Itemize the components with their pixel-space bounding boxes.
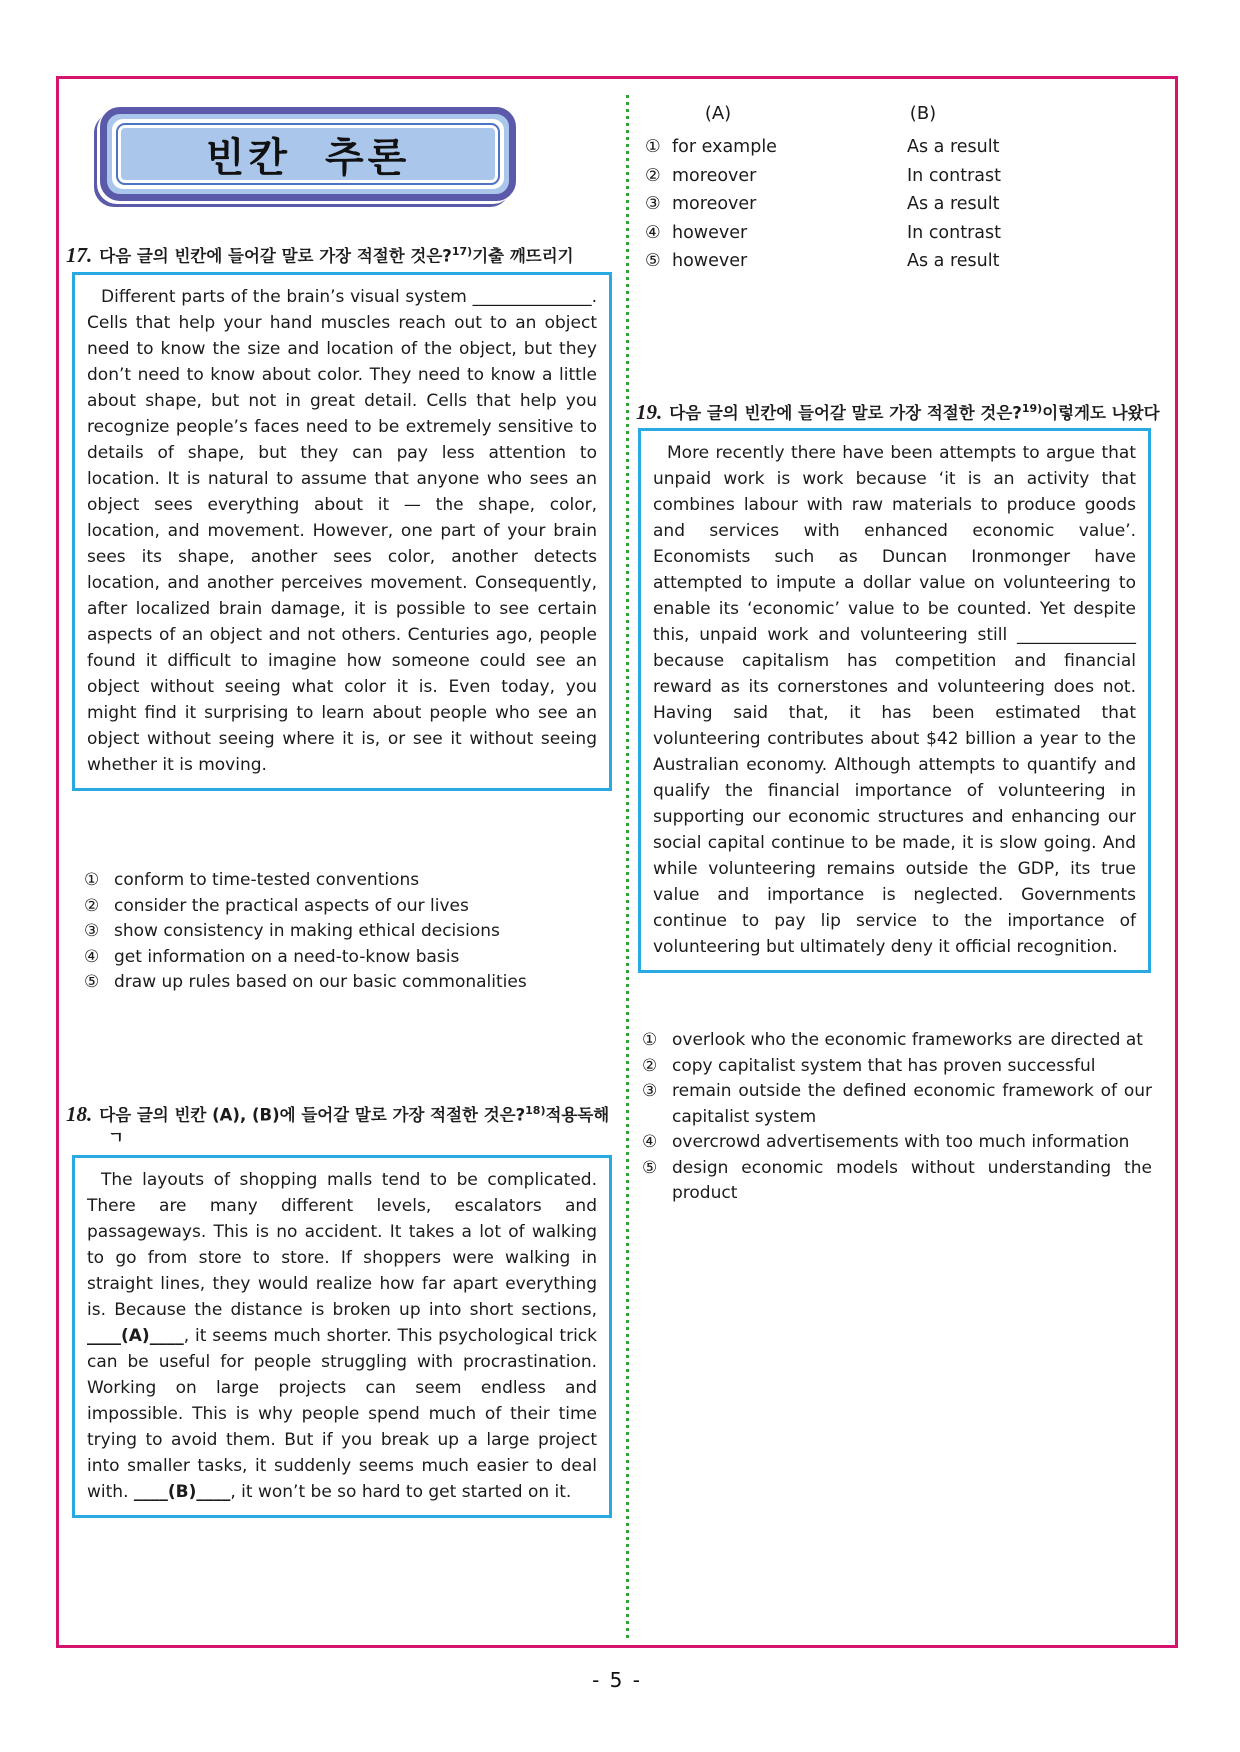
- choice-marker: ②: [645, 165, 661, 186]
- question-18-text: 다음 글의 빈칸 (A), (B)에 들어갈 말로 가장 적절한 것은?: [99, 1105, 526, 1125]
- choice-text: copy capitalist system that has proven successful: [672, 1055, 1096, 1076]
- choice-option: [642, 1079, 1152, 1130]
- column-b-header: (B): [909, 103, 937, 124]
- choice-marker: ①: [642, 1030, 658, 1050]
- choice-b-text: In contrast: [907, 165, 1001, 186]
- choice-text: design economic models without understanding the product: [672, 1157, 1152, 1203]
- ab-choices-header: [645, 103, 1115, 133]
- question-18-header: [66, 1100, 614, 1149]
- banner-white-ring: [112, 119, 504, 189]
- question-19-source-tag: 이렇게도 나왔다: [1042, 403, 1160, 423]
- section-title: 빈칸 추론: [205, 134, 411, 181]
- section-banner: [100, 107, 516, 201]
- choice-marker: ③: [84, 921, 100, 941]
- blank-b-label: ____(B)____: [133, 1482, 231, 1502]
- question-18-passage: [87, 1167, 597, 1505]
- question-17-number: 17.: [66, 242, 93, 267]
- choice-option: [84, 970, 612, 996]
- choice-a-text: however: [672, 222, 748, 243]
- passage-segment: , it won’t be so hard to get started on it.: [230, 1482, 572, 1502]
- choice-option: [84, 868, 612, 894]
- question-19-passage-box: [638, 428, 1151, 973]
- question-19-footnote-number: 19): [1021, 402, 1043, 415]
- question-19-header: [636, 398, 1160, 425]
- choice-marker: ④: [84, 946, 100, 967]
- question-18-source-wrap: ㄱ: [108, 1127, 124, 1147]
- page-number: - 5 -: [592, 1668, 642, 1692]
- choice-option: [642, 1028, 1152, 1054]
- blank-a-label: ____(A)____: [87, 1326, 184, 1346]
- question-18-number: 18.: [66, 1101, 93, 1126]
- choice-option: [84, 919, 612, 945]
- question-18-footnote-number: 18): [525, 1104, 546, 1117]
- question-17-footnote-number: 17): [451, 245, 473, 258]
- question-19-passage: More recently there have been attempts to argue that unpaid work is work because ‘it is an activity that combines labour with raw materials to produce goods and services with enhanced economic value’. Economists such as Duncan Ironmonger have attempted to impute a dollar value on volunteering to enable its ‘economic’ value to be counted. Yet despite this, unpaid work and volunteering still ______________ because capitalism has competition and financial reward as its cornerstones and volunteering does not. Having said that, it has been estimated that volunteering contributes about $42 billion a year to the Australian economy. Although attempts to quantify and qualify the financial importance of volunteering in supporting our economic structures and enhancing our social capital continue to be made, it is slow going. And while volunteering remains outside the GDP, its true value and importance is neglected. Governments continue to pay lip service to the importance of volunteering but ultimately deny it official recognition.: [653, 443, 1136, 957]
- choice-option: [84, 945, 612, 971]
- choice-option: [642, 1054, 1152, 1080]
- question-17-text: 다음 글의 빈칸에 들어갈 말로 가장 적절한 것은?: [99, 246, 452, 266]
- choice-option: [642, 1130, 1152, 1156]
- choice-text: overcrowd advertisements with too much information: [672, 1132, 1130, 1152]
- choice-a-text: however: [672, 251, 748, 271]
- question-19-text: 다음 글의 빈칸에 들어갈 말로 가장 적절한 것은?: [669, 403, 1022, 423]
- question-17-passage: Different parts of the brain’s visual system ______________. Cells that help your hand muscles reach out to an object need to know the size and location of the object, but they don’t need to know about color. They need to know a little about shape, but not in great detail. Cells that help you recognize people’s faces need to be extremely sensitive to details of shape, but they can pay less attention to location. It is natural to assume that anyone who sees an object sees everything about it — the shape, color, location, and movement. However, one part of your brain sees its shape, another sees color, another detects location, and another perceives movement. Consequently, after localized brain damage, it is possible to see certain aspects of an object and not others. Centuries ago, people found it difficult to imagine how someone could see an object without seeing what color it is. Even today, you might find it surprising to learn about people who see an object without seeing where it is, or see it without seeing whether it is moving.: [87, 287, 597, 775]
- choice-text: show consistency in making ethical decisions: [114, 921, 500, 941]
- choice-marker: ①: [84, 870, 100, 890]
- choice-text: consider the practical aspects of our lives: [114, 895, 469, 916]
- banner-inner-panel: [116, 123, 500, 185]
- choice-marker: ④: [645, 222, 661, 243]
- column-a-header: (A): [704, 103, 732, 124]
- choice-marker: ⑤: [645, 251, 661, 271]
- passage-segment: The layouts of shopping malls tend to be complicated. There are many different levels, escalators and passageways. This is no accident. It takes a lot of walking to go from store to store. If shoppers were walking in straight lines, they would realize how far apart everything is. Because the distance is broken up into short sections,: [87, 1170, 597, 1320]
- choice-a-text: moreover: [672, 165, 757, 186]
- choice-marker: ⑤: [84, 972, 100, 992]
- column-divider-dotted-line: [626, 95, 629, 1640]
- choice-marker: ③: [642, 1081, 658, 1101]
- choice-b-text: In contrast: [907, 222, 1001, 243]
- choice-a-text: for example: [672, 137, 777, 157]
- question-18-source-tag: 적용독해: [545, 1105, 610, 1125]
- choice-b-text: As a result: [907, 194, 1000, 214]
- choice-marker: ②: [84, 895, 100, 916]
- passage-segment: , it seems much shorter. This psychological trick can be useful for people struggling with procrastination. Working on large projects can seem endless and impossible. This is why people spend much of their time trying to avoid them. But if you break up a large project into smaller tasks, it suddenly seems much easier to deal with.: [87, 1326, 597, 1502]
- choice-text: conform to time-tested conventions: [114, 870, 420, 890]
- choice-option: [645, 190, 1115, 219]
- question-17-choices: [84, 868, 612, 996]
- choice-text: overlook who the economic frameworks are directed at: [672, 1030, 1143, 1050]
- question-19-choices: [642, 1028, 1152, 1207]
- choice-marker: ②: [642, 1055, 658, 1076]
- banner-outer-border: [100, 107, 516, 201]
- choice-option: [642, 1156, 1152, 1207]
- choice-option: [84, 894, 612, 920]
- question-17-header: [66, 241, 614, 268]
- choice-marker: ③: [645, 194, 661, 214]
- choice-option: [645, 133, 1115, 162]
- choice-marker: ⑤: [642, 1157, 658, 1178]
- choice-a-text: moreover: [672, 194, 757, 214]
- question-17-source-tag: 기출 깨뜨리기: [472, 246, 574, 266]
- choice-text: remain outside the defined economic framework of our capitalist system: [672, 1081, 1152, 1127]
- choice-option: [645, 219, 1115, 248]
- choice-marker: ①: [645, 137, 661, 157]
- choice-b-text: As a result: [907, 251, 1000, 271]
- choice-marker: ④: [642, 1132, 658, 1152]
- choice-option: [645, 247, 1115, 276]
- choice-option: [645, 162, 1115, 191]
- question-19-number: 19.: [636, 399, 663, 424]
- question-18-ab-choices: [645, 103, 1115, 276]
- choice-b-text: As a result: [907, 137, 1000, 157]
- choice-text: draw up rules based on our basic commonalities: [114, 972, 527, 992]
- question-17-passage-box: [72, 272, 612, 791]
- choice-text: get information on a need-to-know basis: [114, 946, 460, 967]
- question-18-passage-box: [72, 1155, 612, 1518]
